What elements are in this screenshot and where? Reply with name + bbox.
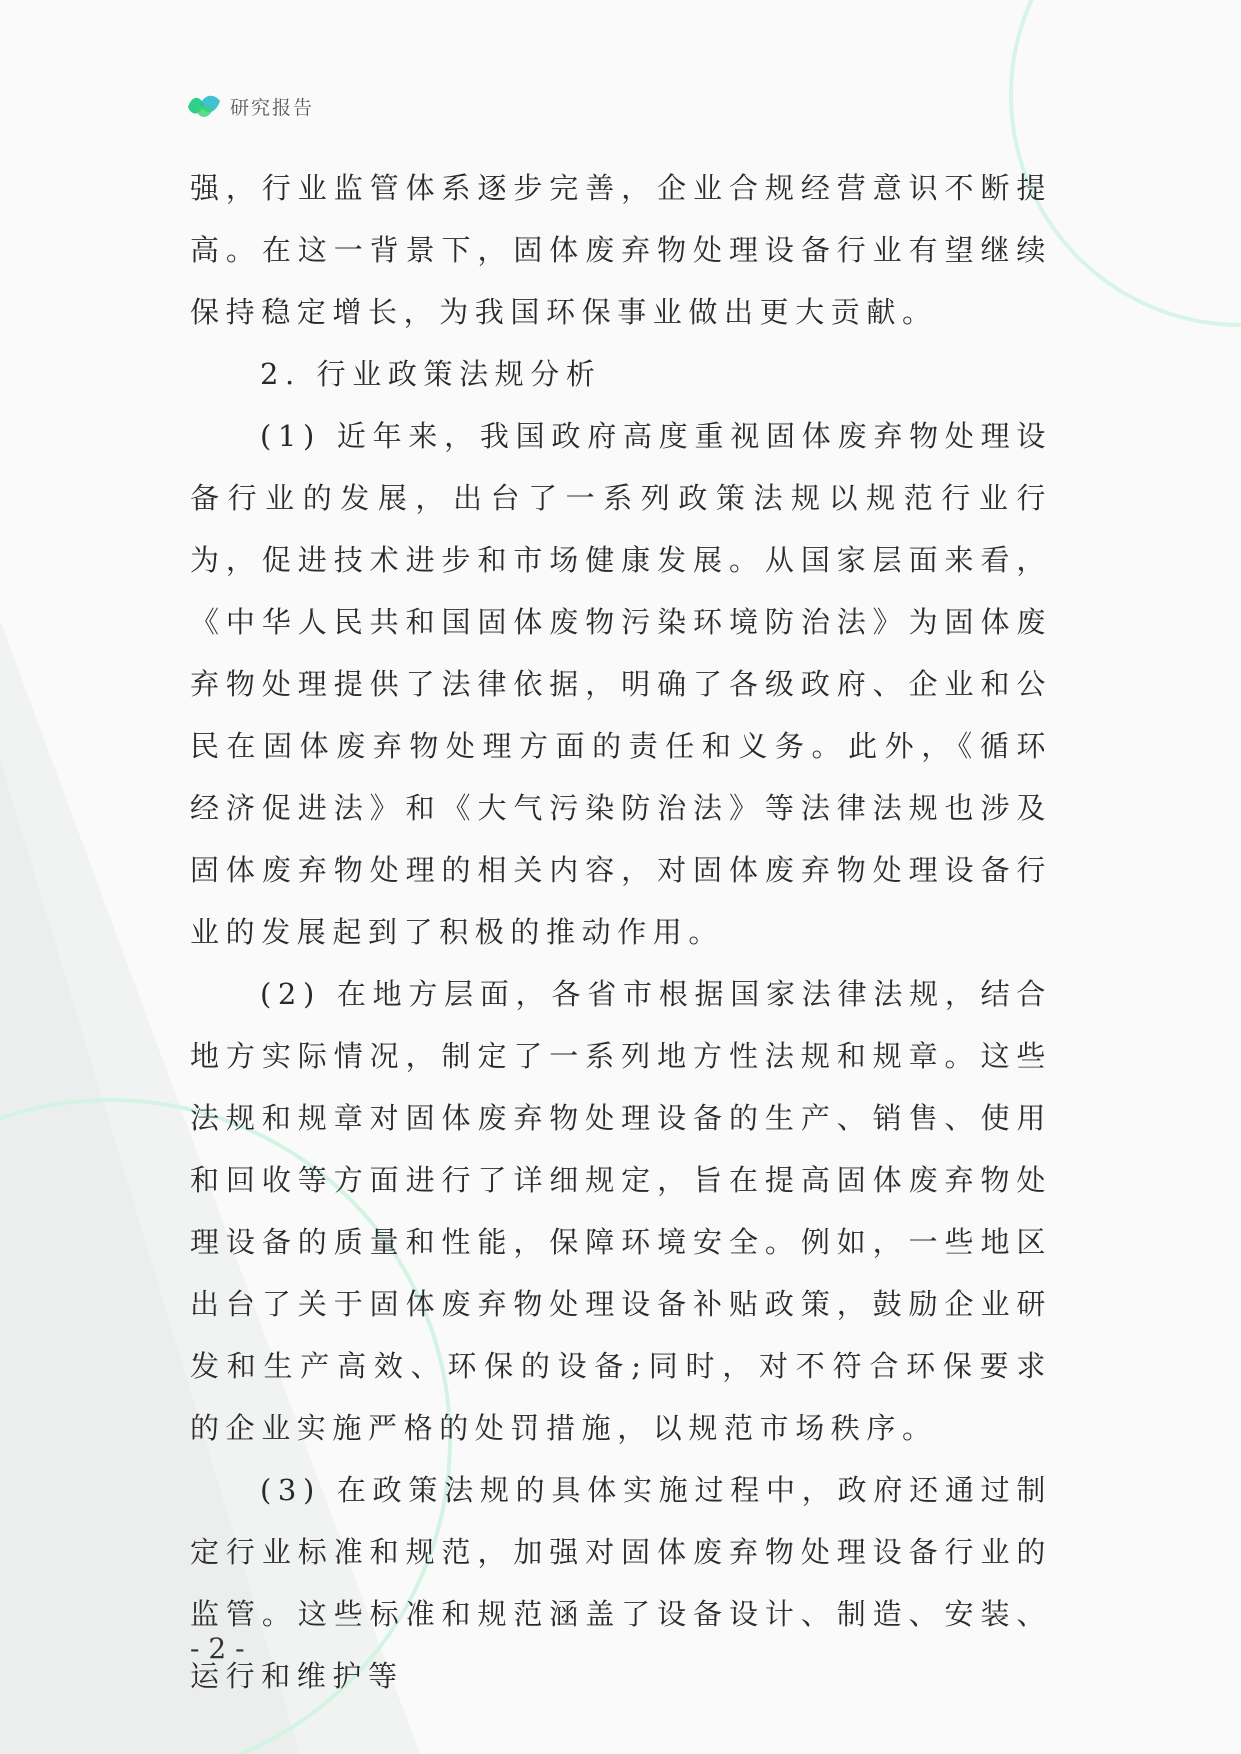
header-title: 研究报告 <box>230 96 315 119</box>
paragraph-continuation: 强，行业监管体系逐步完善，企业合规经营意识不断提高。在这一背景下，固体废弃物处理设备行业有望继续保持稳定增长，为我国环保事业做出更大贡献。 <box>190 171 1052 329</box>
document-body <box>190 157 1052 1707</box>
page-number: - 2 - <box>190 1632 245 1665</box>
report-header <box>186 88 314 124</box>
paragraph-3: (3) 在政策法规的具体实施过程中，政府还通过制定行业标准和规范，加强对固体废弃物处理设备行业的监管。这些标准和规范涵盖了设备设计、制造、安装、运行和维护等 <box>190 1473 1052 1693</box>
paragraph-1: (1) 近年来，我国政府高度重视固体废弃物处理设备行业的发展，出台了一系列政策法规以规范行业行为，促进技术进步和市场健康发展。从国家层面来看，《中华人民共和国固体废物污染环境防治法》为固体废弃物处理提供了法律依据，明确了各级政府、企业和公民在固体废弃物处理方面的责任和义务。此外，《循环经济促进法》和《大气污染防治法》等法律法规也涉及固体废弃物处理的相关内容，对固体废弃物处理设备行业的发展起到了积极的推动作用。 <box>190 419 1052 949</box>
brand-leaf-logo-icon <box>186 91 222 121</box>
paragraph-2: (2) 在地方层面，各省市根据国家法律法规，结合地方实际情况，制定了一系列地方性法规和规章。这些法规和规章对固体废弃物处理设备的生产、销售、使用和回收等方面进行了详细规定，旨在提高固体废弃物处理设备的质量和性能，保障环境安全。例如，一些地区出台了关于固体废弃物处理设备补贴政策，鼓励企业研发和生产高效、环保的设备;同时，对不符合环保要求的企业实施严格的处罚措施，以规范市场秩序。 <box>190 977 1052 1445</box>
section-heading: 2. 行业政策法规分析 <box>260 357 602 391</box>
